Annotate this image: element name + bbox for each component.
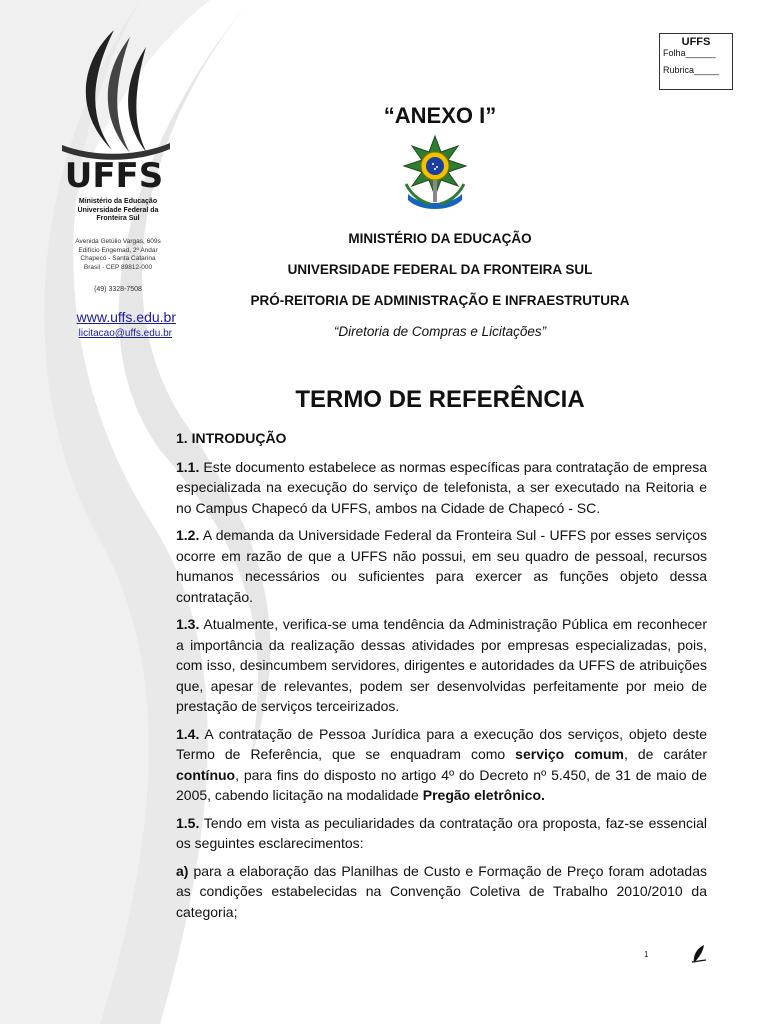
clause-text: , para fins do disposto no artigo 4º do Decreto nº 5.450, de 31 de maio de 2005, cabendo licitação na modalidade xyxy=(176,766,707,803)
clause-text: Atualmente, verifica-se uma tendência da Administração Pública em reconhecer a importância da realização dessas atividades por empresas especializadas, pois, com isso, desincumbem servidores, dirigentes e autoridades da UFFS de atribuições que, apesar de relevantes, podem ser desenvolvidas perfeitamente por meio de prestação de serviços terceirizados. xyxy=(176,616,707,714)
feather-icon xyxy=(690,944,708,964)
pro-rectory-heading: PRÓ-REITORIA DE ADMINISTRAÇÃO E INFRAESTRUTURA xyxy=(250,293,630,308)
clause-text: A demanda da Universidade Federal da Fronteira Sul - UFFS por esses serviços ocorre em razão de que a UFFS não possui, em seu quadro de pessoal, recursos humanos necessários ou suficientes para exercer as funções objeto dessa contratação. xyxy=(176,527,707,605)
stamp-folha: Folha______ xyxy=(663,48,716,58)
university-heading: UNIVERSIDADE FEDERAL DA FRONTEIRA SUL xyxy=(287,262,593,277)
paragraph-1-1 xyxy=(176,457,707,519)
clause-text: A contratação de Pessoa Jurídica para a execução dos serviços, objeto deste Termo de Referência, que se enquadram como xyxy=(176,725,707,762)
email-link[interactable]: licitacao@uffs.edu.br xyxy=(78,328,172,339)
clause-text: Este documento estabelece as normas específicas para contratação de empresa especializada na execução do serviço de telefonista, a ser executado na Reitoria e no Campus Chapecó da UFFS, ambos na Cidade de Chapecó - SC. xyxy=(176,458,707,516)
paragraph-1-3 xyxy=(176,614,707,717)
clause-number: 1.4. xyxy=(176,725,200,742)
coat-of-arms-icon xyxy=(400,134,470,212)
folha-rubrica-stamp xyxy=(659,33,733,90)
stamp-title: UFFS xyxy=(681,36,711,48)
section-heading: 1. INTRODUÇÃO xyxy=(176,430,287,446)
address-line: Brasil - CEP 89812-000 xyxy=(83,263,153,271)
clause-emphasis: serviço comum xyxy=(515,746,624,762)
sidebar-org xyxy=(48,198,188,224)
address-line: Chapecó - Santa Catarina xyxy=(80,255,156,262)
clause-emphasis: contínuo xyxy=(176,766,236,783)
document-title: TERMO DE REFERÊNCIA xyxy=(295,386,585,413)
sidebar-phone: (49) 3328-7508 xyxy=(94,286,142,293)
uffs-logo xyxy=(52,25,177,200)
sidebar-address xyxy=(48,238,188,272)
paragraph-1-5 xyxy=(176,813,707,854)
paragraph-a xyxy=(176,861,707,923)
clause-number: a) xyxy=(176,862,189,879)
ministry-heading: MINISTÉRIO DA EDUCAÇÃO xyxy=(348,231,532,246)
annex-title: “ANEXO I” xyxy=(383,103,497,128)
paragraph-1-2 xyxy=(176,525,707,607)
address-line: Edifício Engemad, 2º Andar xyxy=(78,246,158,254)
clause-emphasis: Pregão eletrônico. xyxy=(422,787,545,803)
clause-number: 1.1. xyxy=(176,458,200,475)
logo-wordmark: UFFS xyxy=(64,156,164,196)
org-line: Fronteira Sul xyxy=(96,215,140,222)
document-body xyxy=(176,428,707,929)
paragraph-1-4 xyxy=(176,724,707,806)
org-line: Universidade Federal da xyxy=(77,206,159,214)
clause-number: 1.3. xyxy=(176,616,200,632)
clause-text: para a elaboração das Planilhas de Custo e Formação de Preço foram adotadas as condições estabelecidas na Convenção Coletiva de Trabalho 2010/2010 da categoria; xyxy=(176,862,707,920)
clause-text: , de caráter xyxy=(623,746,707,762)
website-link[interactable]: www.uffs.edu.br xyxy=(76,309,176,325)
directorate-subtitle: “Diretoria de Compras e Licitações” xyxy=(333,324,547,339)
clause-number: 1.2. xyxy=(176,527,200,543)
clause-number: 1.5. xyxy=(176,814,200,831)
org-line: Ministério da Educação xyxy=(78,198,158,205)
page-number: 1 xyxy=(644,950,649,959)
stamp-rubrica: Rubrica_____ xyxy=(663,65,720,75)
address-line: Avenida Getúlio Vargas, 609s xyxy=(75,238,161,245)
clause-text: Tendo em vista as peculiaridades da contratação ora proposta, faz-se essencial os seguintes esclarecimentos: xyxy=(176,814,707,851)
